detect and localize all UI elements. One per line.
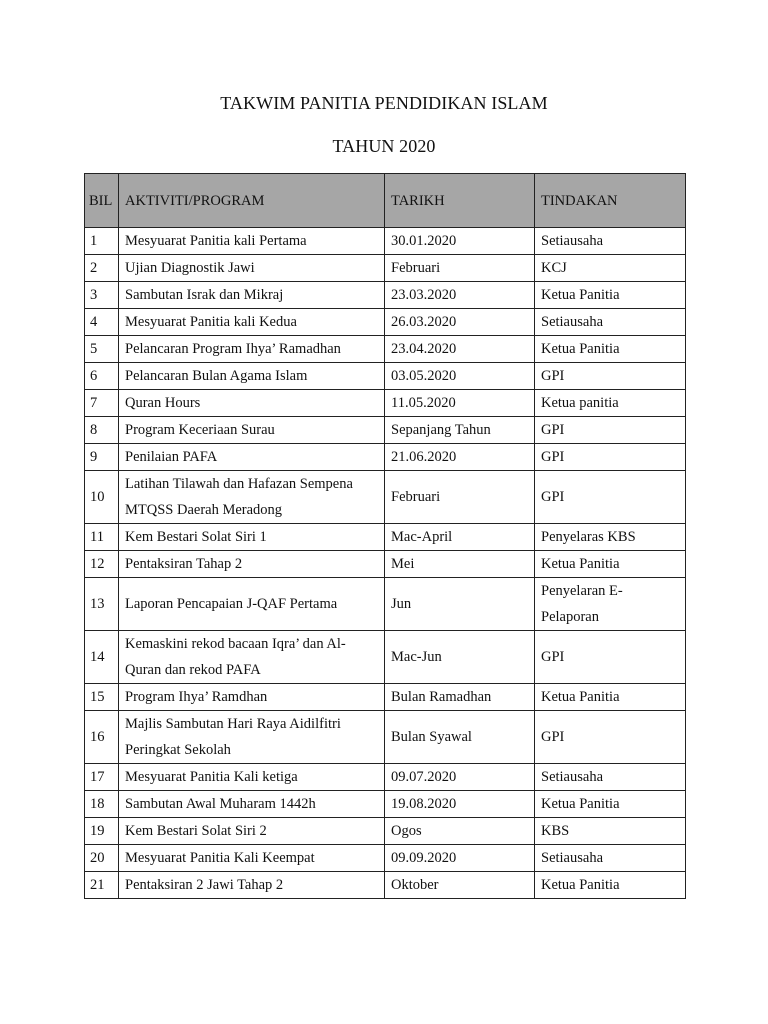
- cell-bil: 20: [85, 845, 119, 872]
- cell-bil: 18: [85, 791, 119, 818]
- cell-aktiviti: Pentaksiran 2 Jawi Tahap 2: [119, 872, 385, 899]
- cell-tarikh: 21.06.2020: [385, 444, 535, 471]
- cell-tindakan: GPI: [535, 471, 686, 524]
- cell-tindakan: Ketua Panitia: [535, 684, 686, 711]
- cell-bil: 21: [85, 872, 119, 899]
- cell-tarikh: 26.03.2020: [385, 309, 535, 336]
- cell-aktiviti: Program Keceriaan Surau: [119, 417, 385, 444]
- cell-aktiviti: Quran Hours: [119, 390, 385, 417]
- cell-tarikh: Mac-Jun: [385, 631, 535, 684]
- cell-tindakan: Ketua Panitia: [535, 551, 686, 578]
- table-row: [85, 282, 686, 309]
- cell-bil: 16: [85, 711, 119, 764]
- cell-tarikh: Februari: [385, 255, 535, 282]
- cell-aktiviti: Sambutan Awal Muharam 1442h: [119, 791, 385, 818]
- table-header-row: [85, 174, 686, 228]
- cell-bil: 12: [85, 551, 119, 578]
- cell-aktiviti: Kemaskini rekod bacaan Iqra’ dan Al-Quran dan rekod PAFA: [119, 631, 385, 684]
- document-subtitle: TAHUN 2020: [332, 136, 436, 156]
- cell-bil: 7: [85, 390, 119, 417]
- cell-tindakan: KBS: [535, 818, 686, 845]
- header-tarikh: TARIKH: [385, 174, 535, 228]
- cell-tarikh: 09.07.2020: [385, 764, 535, 791]
- cell-bil: 17: [85, 764, 119, 791]
- cell-tindakan: GPI: [535, 631, 686, 684]
- cell-bil: 14: [85, 631, 119, 684]
- header-aktiviti: AKTIVITI/PROGRAM: [119, 174, 385, 228]
- cell-bil: 1: [85, 228, 119, 255]
- cell-aktiviti: Ujian Diagnostik Jawi: [119, 255, 385, 282]
- cell-tarikh: 11.05.2020: [385, 390, 535, 417]
- cell-bil: 15: [85, 684, 119, 711]
- cell-bil: 8: [85, 417, 119, 444]
- cell-tindakan: Penyelaran E-Pelaporan: [535, 578, 686, 631]
- table-row: [85, 791, 686, 818]
- cell-bil: 13: [85, 578, 119, 631]
- table-row: [85, 524, 686, 551]
- cell-tarikh: 03.05.2020: [385, 363, 535, 390]
- cell-tarikh: Mei: [385, 551, 535, 578]
- cell-bil: 5: [85, 336, 119, 363]
- cell-aktiviti: Penilaian PAFA: [119, 444, 385, 471]
- cell-aktiviti: Mesyuarat Panitia Kali ketiga: [119, 764, 385, 791]
- cell-tarikh: 23.04.2020: [385, 336, 535, 363]
- cell-tindakan: Penyelaras KBS: [535, 524, 686, 551]
- cell-tindakan: GPI: [535, 444, 686, 471]
- cell-tarikh: Mac-April: [385, 524, 535, 551]
- cell-aktiviti: Kem Bestari Solat Siri 2: [119, 818, 385, 845]
- table-row: [85, 578, 686, 631]
- cell-bil: 6: [85, 363, 119, 390]
- cell-aktiviti: Mesyuarat Panitia kali Pertama: [119, 228, 385, 255]
- table-row: [85, 255, 686, 282]
- table-row: [85, 551, 686, 578]
- document-title: TAKWIM PANITIA PENDIDIKAN ISLAM: [220, 93, 548, 113]
- cell-bil: 2: [85, 255, 119, 282]
- table-row: [85, 872, 686, 899]
- table-row: [85, 684, 686, 711]
- table-row: [85, 309, 686, 336]
- cell-tarikh: Bulan Syawal: [385, 711, 535, 764]
- cell-tarikh: Ogos: [385, 818, 535, 845]
- cell-bil: 19: [85, 818, 119, 845]
- cell-tindakan: Ketua Panitia: [535, 872, 686, 899]
- table-row: [85, 363, 686, 390]
- cell-tarikh: 09.09.2020: [385, 845, 535, 872]
- cell-bil: 10: [85, 471, 119, 524]
- table-row: [85, 764, 686, 791]
- cell-tarikh: 23.03.2020: [385, 282, 535, 309]
- cell-aktiviti: Program Ihya’ Ramdhan: [119, 684, 385, 711]
- table-body: [85, 228, 686, 899]
- cell-bil: 3: [85, 282, 119, 309]
- cell-tarikh: Oktober: [385, 872, 535, 899]
- table-row: [85, 711, 686, 764]
- cell-aktiviti: Sambutan Israk dan Mikraj: [119, 282, 385, 309]
- cell-bil: 11: [85, 524, 119, 551]
- table-row: [85, 444, 686, 471]
- cell-tindakan: GPI: [535, 417, 686, 444]
- cell-aktiviti: Majlis Sambutan Hari Raya Aidilfitri Peringkat Sekolah: [119, 711, 385, 764]
- cell-aktiviti: Latihan Tilawah dan Hafazan Sempena MTQSS Daerah Meradong: [119, 471, 385, 524]
- table-row: [85, 228, 686, 255]
- cell-tarikh: Februari: [385, 471, 535, 524]
- cell-tindakan: Setiausaha: [535, 228, 686, 255]
- table-row: [85, 631, 686, 684]
- cell-tindakan: Ketua panitia: [535, 390, 686, 417]
- cell-tarikh: Sepanjang Tahun: [385, 417, 535, 444]
- cell-aktiviti: Pelancaran Program Ihya’ Ramadhan: [119, 336, 385, 363]
- cell-tindakan: GPI: [535, 363, 686, 390]
- table-row: [85, 390, 686, 417]
- cell-bil: 9: [85, 444, 119, 471]
- header-tindakan: TINDAKAN: [535, 174, 686, 228]
- cell-tindakan: Setiausaha: [535, 845, 686, 872]
- cell-tindakan: KCJ: [535, 255, 686, 282]
- cell-aktiviti: Laporan Pencapaian J-QAF Pertama: [119, 578, 385, 631]
- header-bil: BIL: [85, 174, 119, 228]
- cell-tarikh: Jun: [385, 578, 535, 631]
- table-row: [85, 845, 686, 872]
- cell-tindakan: Ketua Panitia: [535, 282, 686, 309]
- cell-tarikh: 30.01.2020: [385, 228, 535, 255]
- cell-aktiviti: Mesyuarat Panitia Kali Keempat: [119, 845, 385, 872]
- cell-bil: 4: [85, 309, 119, 336]
- cell-tarikh: 19.08.2020: [385, 791, 535, 818]
- cell-tindakan: Ketua Panitia: [535, 336, 686, 363]
- cell-tindakan: GPI: [535, 711, 686, 764]
- cell-aktiviti: Pentaksiran Tahap 2: [119, 551, 385, 578]
- cell-tarikh: Bulan Ramadhan: [385, 684, 535, 711]
- cell-tindakan: Ketua Panitia: [535, 791, 686, 818]
- cell-tindakan: Setiausaha: [535, 764, 686, 791]
- cell-aktiviti: Pelancaran Bulan Agama Islam: [119, 363, 385, 390]
- table-row: [85, 336, 686, 363]
- table-row: [85, 471, 686, 524]
- cell-aktiviti: Kem Bestari Solat Siri 1: [119, 524, 385, 551]
- cell-aktiviti: Mesyuarat Panitia kali Kedua: [119, 309, 385, 336]
- takwim-table: [84, 173, 686, 899]
- table-row: [85, 818, 686, 845]
- cell-tindakan: Setiausaha: [535, 309, 686, 336]
- table-row: [85, 417, 686, 444]
